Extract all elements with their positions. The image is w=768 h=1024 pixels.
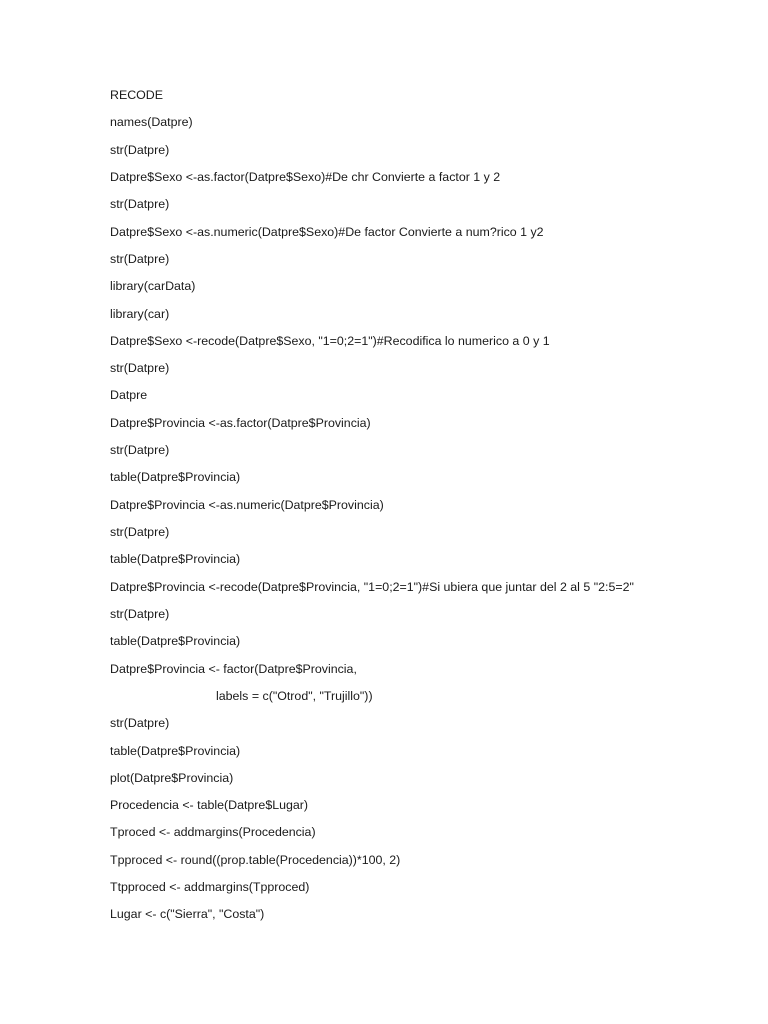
code-line: str(Datpre) bbox=[110, 716, 170, 731]
code-listing bbox=[110, 86, 750, 933]
code-line: str(Datpre) bbox=[110, 525, 170, 539]
code-line: Datpre bbox=[110, 388, 148, 403]
code-line: table(Datpre$Provincia) bbox=[110, 743, 241, 758]
code-line: str(Datpre) bbox=[110, 197, 170, 212]
code-line: table(Datpre$Provincia) bbox=[110, 552, 241, 567]
code-line: str(Datpre) bbox=[110, 361, 170, 376]
code-line: str(Datpre) bbox=[110, 251, 170, 266]
code-line: Datpre$Provincia <-recode(Datpre$Provincia, "1=0;2=1")#Si ubiera que juntar del 2 al 5 "2:5=2" bbox=[110, 579, 634, 594]
code-line: Tproced <- addmargins(Procedencia) bbox=[110, 825, 316, 840]
code-line: Tpproced <- round((prop.table(Procedencia))*100, 2) bbox=[110, 852, 401, 867]
code-line: Procedencia <- table(Datpre$Lugar) bbox=[110, 798, 309, 813]
code-line: Datpre$Sexo <-as.numeric(Datpre$Sexo)#De factor Convierte a num?rico 1 y2 bbox=[110, 224, 544, 239]
code-line: Datpre$Sexo <-as.factor(Datpre$Sexo)#De chr Convierte a factor 1 y 2 bbox=[110, 169, 501, 184]
code-line: Datpre$Provincia <- factor(Datpre$Provincia, bbox=[110, 661, 357, 676]
code-line: plot(Datpre$Provincia) bbox=[110, 770, 234, 785]
code-line: str(Datpre) bbox=[110, 443, 170, 458]
code-line: Datpre$Provincia <-as.factor(Datpre$Provincia) bbox=[110, 415, 371, 430]
code-line: library(carData) bbox=[110, 279, 196, 294]
code-line: str(Datpre) bbox=[110, 606, 170, 621]
code-line: Datpre$Sexo <-recode(Datpre$Sexo, "1=0;2=1")#Recodifica lo numerico a 0 y 1 bbox=[110, 333, 550, 348]
code-line: table(Datpre$Provincia) bbox=[110, 634, 241, 649]
code-line: table(Datpre$Provincia) bbox=[110, 470, 241, 485]
code-line: labels = c("Otrod", "Trujillo")) bbox=[216, 688, 373, 703]
code-line: str(Datpre) bbox=[110, 142, 170, 157]
code-line: Ttpproced <- addmargins(Tpproced) bbox=[110, 880, 310, 895]
code-line: Lugar <- c("Sierra", "Costa") bbox=[110, 907, 265, 922]
code-line: names(Datpre) bbox=[110, 115, 193, 130]
code-line: Datpre$Provincia <-as.numeric(Datpre$Provincia) bbox=[110, 497, 384, 512]
code-line: RECODE bbox=[110, 88, 164, 102]
code-line: library(car) bbox=[110, 306, 170, 321]
